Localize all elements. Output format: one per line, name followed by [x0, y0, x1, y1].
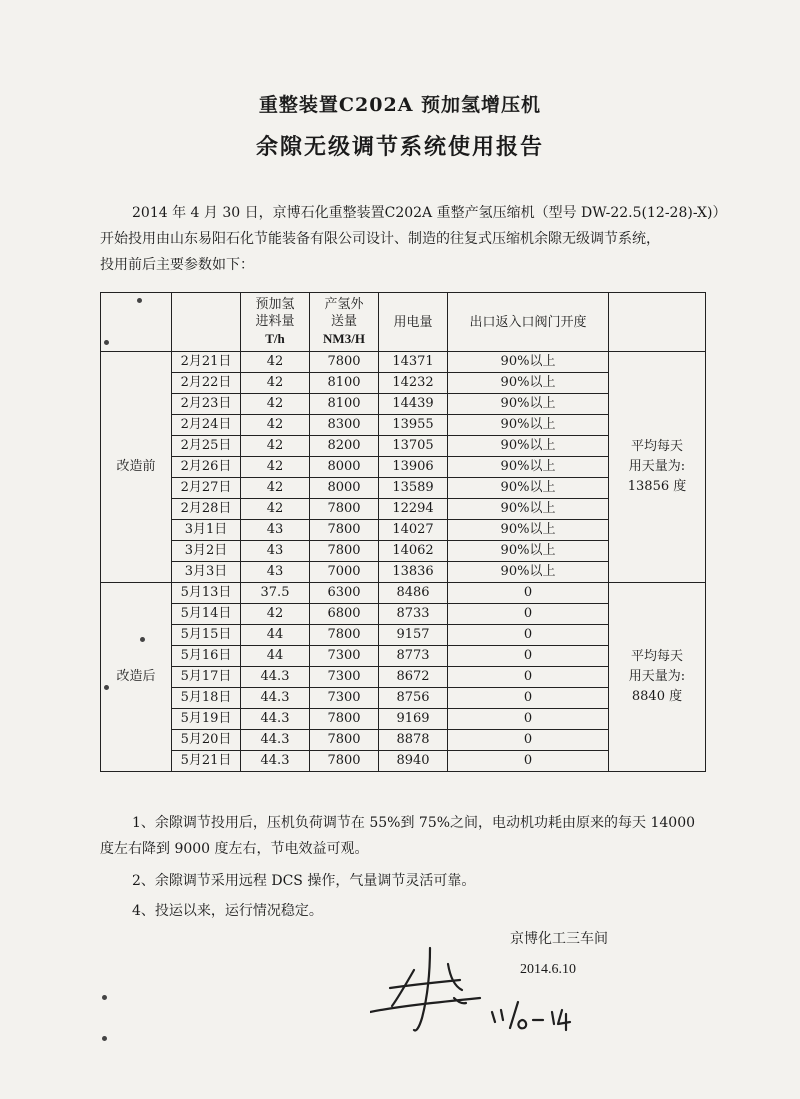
header-empty-1	[101, 293, 172, 352]
cell-valve: 0	[448, 667, 609, 688]
cell-output: 8000	[310, 457, 379, 478]
before-summary	[609, 352, 706, 583]
cell-feed: 44.3	[241, 730, 310, 751]
note-4: 4、投运以来，运行情况稳定。	[132, 903, 323, 919]
cell-power: 8486	[379, 583, 448, 604]
cell-output: 7300	[310, 688, 379, 709]
cell-date: 5月20日	[172, 730, 241, 751]
cell-date: 2月25日	[172, 436, 241, 457]
header-feed-label: 预加氢进料量	[255, 297, 295, 329]
cell-output: 7800	[310, 625, 379, 646]
cell-valve: 0	[448, 646, 609, 667]
header-feed-unit: T/h	[265, 331, 285, 346]
cell-power: 13906	[379, 457, 448, 478]
cell-date: 3月1日	[172, 520, 241, 541]
note-1-line-2: 度左右降到 9000 度左右，节电效益可观。	[100, 841, 369, 857]
note-1-line-1: 1、余隙调节投用后，压机负荷调节在 55%到 75%之间，电动机功耗由原来的每天 14000	[132, 815, 696, 831]
cell-feed: 42	[241, 415, 310, 436]
cell-date: 2月22日	[172, 373, 241, 394]
cell-date: 3月3日	[172, 562, 241, 583]
cell-output: 7800	[310, 541, 379, 562]
cell-valve: 90%以上	[448, 415, 609, 436]
after-group	[101, 583, 706, 772]
cell-output: 8100	[310, 373, 379, 394]
cell-valve: 90%以上	[448, 436, 609, 457]
cell-power: 8756	[379, 688, 448, 709]
cell-power: 14371	[379, 352, 448, 373]
cell-date: 3月2日	[172, 541, 241, 562]
cell-output: 7800	[310, 352, 379, 373]
cell-valve: 90%以上	[448, 541, 609, 562]
cell-date: 2月26日	[172, 457, 241, 478]
cell-output: 8100	[310, 394, 379, 415]
signature-date-stroke	[552, 1012, 554, 1024]
cell-output: 7800	[310, 709, 379, 730]
cell-feed: 43	[241, 520, 310, 541]
cell-feed: 44.3	[241, 667, 310, 688]
table-row	[101, 583, 706, 604]
cell-feed: 42	[241, 604, 310, 625]
organization-name: 京博化工三车间	[510, 931, 608, 947]
cell-date: 2月28日	[172, 499, 241, 520]
cell-date: 5月14日	[172, 604, 241, 625]
scan-speck	[140, 637, 145, 642]
signature-stroke	[448, 964, 462, 990]
signature-date-stroke	[558, 1010, 570, 1024]
cell-feed: 43	[241, 541, 310, 562]
cell-feed: 44	[241, 625, 310, 646]
cell-power: 13955	[379, 415, 448, 436]
cell-valve: 0	[448, 730, 609, 751]
intro-line-2: 开始投用由山东易阳石化节能装备有限公司设计、制造的往复式压缩机余隙无级调节系统，	[100, 231, 660, 247]
cell-date: 5月15日	[172, 625, 241, 646]
cell-power: 8773	[379, 646, 448, 667]
header-empty-2	[172, 293, 241, 352]
cell-date: 2月23日	[172, 394, 241, 415]
cell-date: 2月21日	[172, 352, 241, 373]
cell-valve: 90%以上	[448, 562, 609, 583]
cell-date: 5月16日	[172, 646, 241, 667]
intro-line-3: 投用前后主要参数如下：	[100, 257, 254, 273]
cell-valve: 0	[448, 604, 609, 625]
cell-output: 7300	[310, 646, 379, 667]
cell-valve: 90%以上	[448, 352, 609, 373]
cell-feed: 44.3	[241, 751, 310, 772]
cell-valve: 90%以上	[448, 394, 609, 415]
cell-date: 5月18日	[172, 688, 241, 709]
header-valve: 出口返入口阀门开度	[448, 293, 609, 352]
cell-feed: 42	[241, 478, 310, 499]
before-summary-line: 用天量为:	[628, 459, 686, 474]
cell-output: 8200	[310, 436, 379, 457]
cell-power: 8940	[379, 751, 448, 772]
cell-power: 8733	[379, 604, 448, 625]
cell-power: 14232	[379, 373, 448, 394]
cell-output: 6300	[310, 583, 379, 604]
before-label: 改造前	[101, 352, 172, 583]
document-title: 重整装置C202A 预加氢增压机	[258, 94, 542, 116]
parameter-table	[100, 292, 706, 772]
header-output-unit: NM3/H	[323, 331, 365, 346]
header-output-label: 产氢外送量	[324, 297, 364, 329]
signature-date-stroke	[492, 1012, 495, 1022]
cell-output: 7000	[310, 562, 379, 583]
note-1	[100, 810, 740, 862]
cell-power: 9169	[379, 709, 448, 730]
cell-date: 5月19日	[172, 709, 241, 730]
note-2: 2、余隙调节采用远程 DCS 操作，气量调节灵活可靠。	[132, 873, 476, 889]
before-summary-line: 13856 度	[627, 479, 687, 494]
cell-valve: 90%以上	[448, 373, 609, 394]
cell-feed: 44	[241, 646, 310, 667]
scan-speck	[104, 685, 109, 690]
cell-date: 5月21日	[172, 751, 241, 772]
cell-power: 8672	[379, 667, 448, 688]
document-subtitle: 余隙无级调节系统使用报告	[255, 134, 544, 160]
header-feed	[241, 293, 310, 352]
after-summary-line: 用天量为:	[628, 669, 686, 684]
cell-power: 13836	[379, 562, 448, 583]
header-empty-3	[609, 293, 706, 352]
signature-date-stroke	[501, 1010, 503, 1020]
cell-valve: 90%以上	[448, 478, 609, 499]
cell-valve: 90%以上	[448, 520, 609, 541]
header-output	[310, 293, 379, 352]
notes-section	[100, 810, 740, 928]
cell-output: 7800	[310, 520, 379, 541]
after-summary-line: 平均每天	[630, 649, 683, 664]
cell-power: 14062	[379, 541, 448, 562]
cell-power: 14439	[379, 394, 448, 415]
cell-date: 2月27日	[172, 478, 241, 499]
cell-power: 14027	[379, 520, 448, 541]
cell-output: 6800	[310, 604, 379, 625]
scan-speck	[102, 1036, 107, 1041]
cell-output: 7800	[310, 751, 379, 772]
scan-speck	[102, 995, 107, 1000]
signature-date-stroke	[510, 1002, 518, 1028]
cell-date: 2月24日	[172, 415, 241, 436]
cell-feed: 42	[241, 436, 310, 457]
cell-output: 7800	[310, 499, 379, 520]
before-summary-line: 平均每天	[630, 439, 683, 454]
before-group	[101, 352, 706, 583]
cell-valve: 0	[448, 709, 609, 730]
cell-feed: 42	[241, 352, 310, 373]
report-date: 2014.6.10	[520, 962, 576, 977]
cell-feed: 42	[241, 499, 310, 520]
cell-feed: 44.3	[241, 688, 310, 709]
cell-output: 7300	[310, 667, 379, 688]
cell-valve: 90%以上	[448, 457, 609, 478]
cell-valve: 0	[448, 625, 609, 646]
cell-valve: 0	[448, 751, 609, 772]
cell-feed: 44.3	[241, 709, 310, 730]
signature-stroke	[390, 980, 460, 988]
table-header-row	[101, 293, 706, 352]
cell-feed: 37.5	[241, 583, 310, 604]
cell-feed: 42	[241, 457, 310, 478]
cell-power: 13589	[379, 478, 448, 499]
cell-output: 8000	[310, 478, 379, 499]
after-summary-line: 8840 度	[631, 689, 683, 704]
cell-date: 5月17日	[172, 667, 241, 688]
cell-feed: 42	[241, 373, 310, 394]
cell-power: 9157	[379, 625, 448, 646]
cell-power: 12294	[379, 499, 448, 520]
header-power: 用电量	[379, 293, 448, 352]
signature-stroke	[414, 948, 430, 1031]
cell-feed: 43	[241, 562, 310, 583]
intro-paragraph	[100, 200, 750, 278]
intro-line-1: 2014 年 4 月 30 日，京博石化重整装置C202A 重整产氢压缩机（型号 DW-22.5(12-28)-X)）	[132, 205, 727, 221]
cell-output: 7800	[310, 730, 379, 751]
cell-power: 8878	[379, 730, 448, 751]
handwritten-signature	[370, 940, 630, 1050]
after-summary	[609, 583, 706, 772]
signature-date-stroke	[518, 1020, 526, 1028]
cell-output: 8300	[310, 415, 379, 436]
scan-speck	[104, 340, 109, 345]
cell-feed: 42	[241, 394, 310, 415]
cell-valve: 0	[448, 583, 609, 604]
cell-valve: 90%以上	[448, 499, 609, 520]
cell-valve: 0	[448, 688, 609, 709]
cell-power: 13705	[379, 436, 448, 457]
table-row	[101, 352, 706, 373]
scan-speck	[137, 298, 142, 303]
cell-date: 5月13日	[172, 583, 241, 604]
after-label: 改造后	[101, 583, 172, 772]
